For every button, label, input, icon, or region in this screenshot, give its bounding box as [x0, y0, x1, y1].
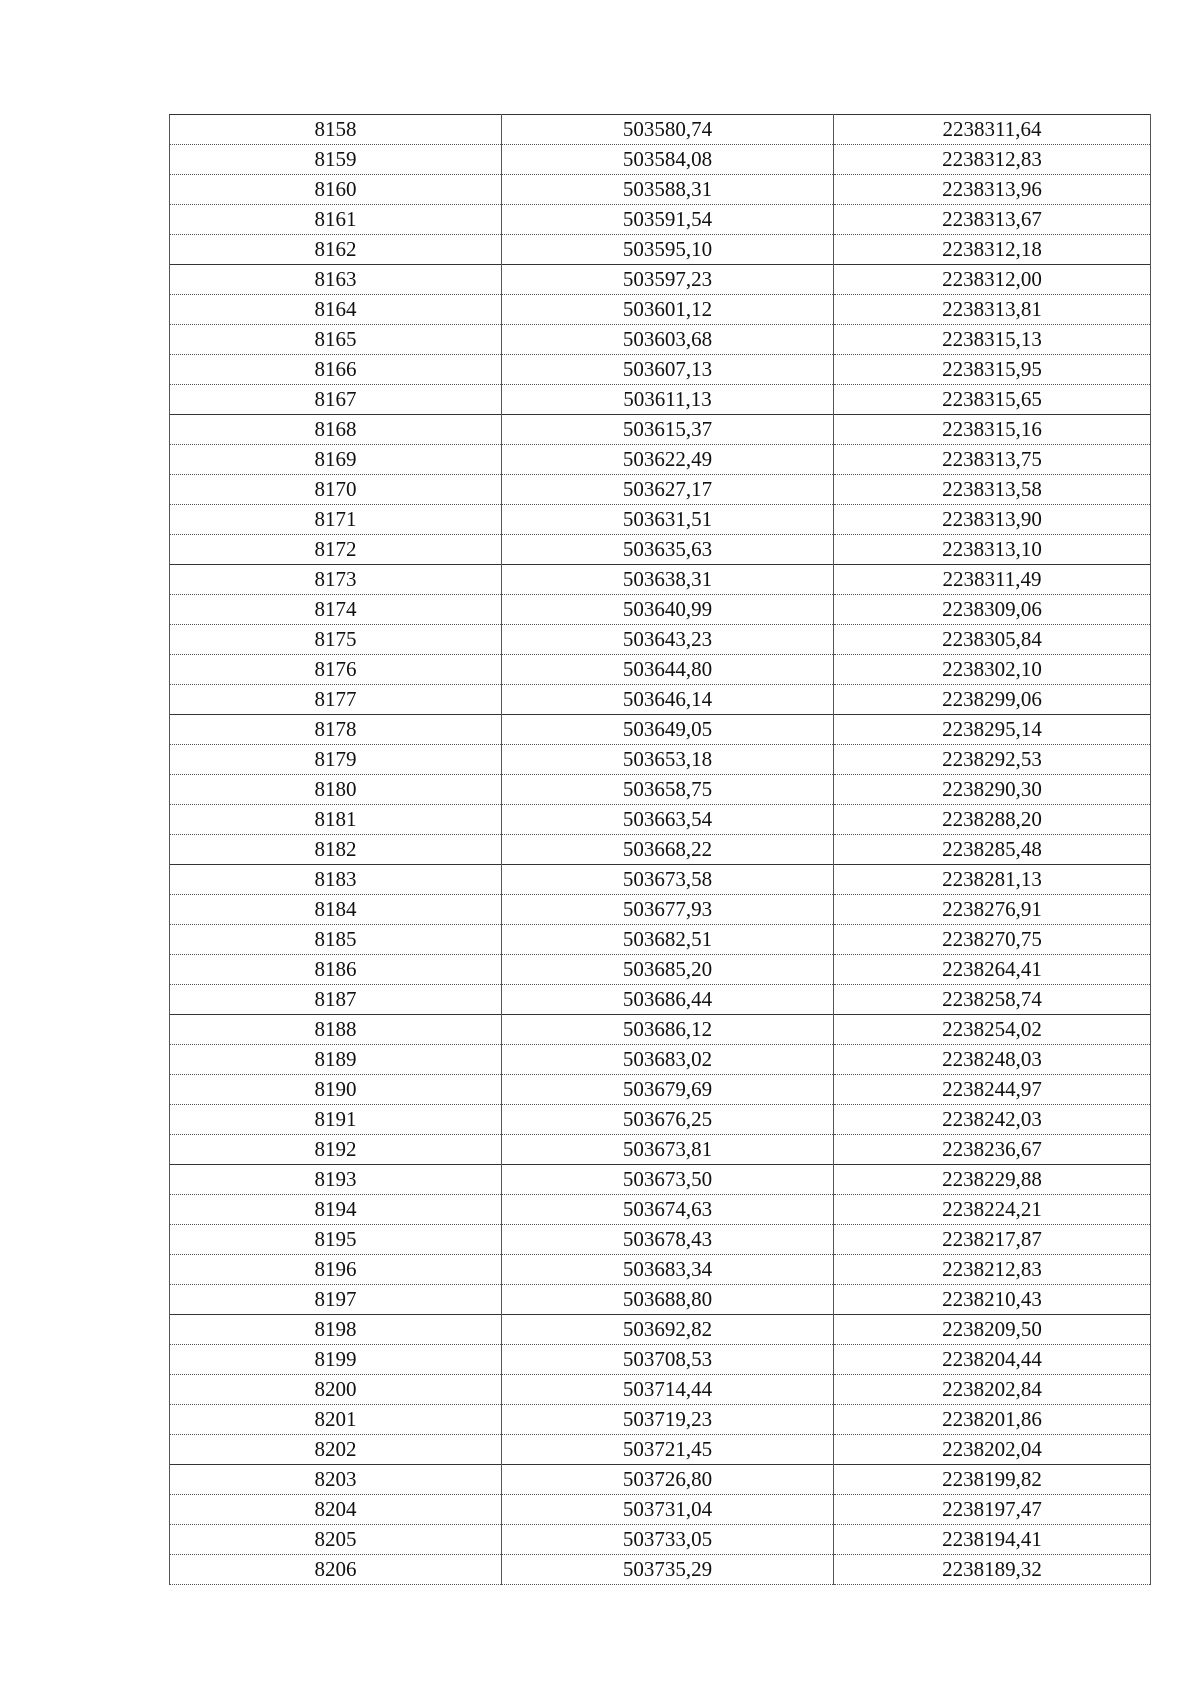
point-number-cell: 8178	[170, 715, 502, 745]
y-coordinate-cell: 2238315,95	[834, 355, 1151, 385]
y-coordinate-cell: 2238315,16	[834, 415, 1151, 445]
y-coordinate-cell: 2238264,41	[834, 955, 1151, 985]
table-row	[170, 1405, 1151, 1435]
point-number-cell: 8166	[170, 355, 502, 385]
table-row	[170, 1525, 1151, 1555]
table-row	[170, 1015, 1151, 1045]
point-number-cell: 8169	[170, 445, 502, 475]
point-number-cell: 8159	[170, 145, 502, 175]
x-coordinate-cell: 503595,10	[502, 235, 834, 265]
y-coordinate-cell: 2238302,10	[834, 655, 1151, 685]
point-number-cell: 8187	[170, 985, 502, 1015]
table-row	[170, 565, 1151, 595]
point-number-cell: 8180	[170, 775, 502, 805]
point-number-cell: 8164	[170, 295, 502, 325]
point-number-cell: 8200	[170, 1375, 502, 1405]
x-coordinate-cell: 503663,54	[502, 805, 834, 835]
table-row	[170, 475, 1151, 505]
x-coordinate-cell: 503719,23	[502, 1405, 834, 1435]
table-row	[170, 1495, 1151, 1525]
point-number-cell: 8186	[170, 955, 502, 985]
y-coordinate-cell: 2238313,96	[834, 175, 1151, 205]
table-row	[170, 805, 1151, 835]
y-coordinate-cell: 2238281,13	[834, 865, 1151, 895]
x-coordinate-cell: 503601,12	[502, 295, 834, 325]
table-row	[170, 685, 1151, 715]
table-row	[170, 895, 1151, 925]
x-coordinate-cell: 503679,69	[502, 1075, 834, 1105]
y-coordinate-cell: 2238194,41	[834, 1525, 1151, 1555]
y-coordinate-cell: 2238276,91	[834, 895, 1151, 925]
point-number-cell: 8160	[170, 175, 502, 205]
x-coordinate-cell: 503597,23	[502, 265, 834, 295]
table-row	[170, 1045, 1151, 1075]
x-coordinate-cell: 503653,18	[502, 745, 834, 775]
x-coordinate-cell: 503591,54	[502, 205, 834, 235]
x-coordinate-cell: 503644,80	[502, 655, 834, 685]
x-coordinate-cell: 503673,81	[502, 1135, 834, 1165]
y-coordinate-cell: 2238312,18	[834, 235, 1151, 265]
x-coordinate-cell: 503733,05	[502, 1525, 834, 1555]
coordinates-table-body	[170, 115, 1151, 1585]
x-coordinate-cell: 503603,68	[502, 325, 834, 355]
point-number-cell: 8206	[170, 1555, 502, 1585]
y-coordinate-cell: 2238201,86	[834, 1405, 1151, 1435]
x-coordinate-cell: 503726,80	[502, 1465, 834, 1495]
x-coordinate-cell: 503686,12	[502, 1015, 834, 1045]
point-number-cell: 8165	[170, 325, 502, 355]
point-number-cell: 8182	[170, 835, 502, 865]
x-coordinate-cell: 503714,44	[502, 1375, 834, 1405]
table-row	[170, 1255, 1151, 1285]
y-coordinate-cell: 2238315,13	[834, 325, 1151, 355]
point-number-cell: 8163	[170, 265, 502, 295]
y-coordinate-cell: 2238305,84	[834, 625, 1151, 655]
point-number-cell: 8175	[170, 625, 502, 655]
table-row	[170, 1135, 1151, 1165]
point-number-cell: 8177	[170, 685, 502, 715]
y-coordinate-cell: 2238197,47	[834, 1495, 1151, 1525]
point-number-cell: 8173	[170, 565, 502, 595]
point-number-cell: 8181	[170, 805, 502, 835]
y-coordinate-cell: 2238313,81	[834, 295, 1151, 325]
table-row	[170, 445, 1151, 475]
table-row	[170, 715, 1151, 745]
x-coordinate-cell: 503708,53	[502, 1345, 834, 1375]
table-row	[170, 925, 1151, 955]
x-coordinate-cell: 503611,13	[502, 385, 834, 415]
y-coordinate-cell: 2238313,67	[834, 205, 1151, 235]
x-coordinate-cell: 503686,44	[502, 985, 834, 1015]
point-number-cell: 8183	[170, 865, 502, 895]
y-coordinate-cell: 2238313,10	[834, 535, 1151, 565]
x-coordinate-cell: 503631,51	[502, 505, 834, 535]
x-coordinate-cell: 503658,75	[502, 775, 834, 805]
point-number-cell: 8196	[170, 1255, 502, 1285]
coordinates-table	[169, 114, 1151, 1585]
y-coordinate-cell: 2238212,83	[834, 1255, 1151, 1285]
y-coordinate-cell: 2238270,75	[834, 925, 1151, 955]
point-number-cell: 8192	[170, 1135, 502, 1165]
table-row	[170, 1315, 1151, 1345]
table-row	[170, 1465, 1151, 1495]
table-row	[170, 835, 1151, 865]
y-coordinate-cell: 2238288,20	[834, 805, 1151, 835]
table-row	[170, 775, 1151, 805]
y-coordinate-cell: 2238209,50	[834, 1315, 1151, 1345]
y-coordinate-cell: 2238311,49	[834, 565, 1151, 595]
x-coordinate-cell: 503638,31	[502, 565, 834, 595]
x-coordinate-cell: 503683,34	[502, 1255, 834, 1285]
x-coordinate-cell: 503735,29	[502, 1555, 834, 1585]
table-row	[170, 265, 1151, 295]
table-row	[170, 235, 1151, 265]
point-number-cell: 8190	[170, 1075, 502, 1105]
y-coordinate-cell: 2238311,64	[834, 115, 1151, 145]
x-coordinate-cell: 503674,63	[502, 1195, 834, 1225]
point-number-cell: 8162	[170, 235, 502, 265]
x-coordinate-cell: 503580,74	[502, 115, 834, 145]
point-number-cell: 8197	[170, 1285, 502, 1315]
table-row	[170, 1375, 1151, 1405]
point-number-cell: 8202	[170, 1435, 502, 1465]
point-number-cell: 8188	[170, 1015, 502, 1045]
point-number-cell: 8170	[170, 475, 502, 505]
point-number-cell: 8189	[170, 1045, 502, 1075]
point-number-cell: 8179	[170, 745, 502, 775]
y-coordinate-cell: 2238204,44	[834, 1345, 1151, 1375]
x-coordinate-cell: 503622,49	[502, 445, 834, 475]
table-row	[170, 385, 1151, 415]
y-coordinate-cell: 2238244,97	[834, 1075, 1151, 1105]
x-coordinate-cell: 503673,58	[502, 865, 834, 895]
point-number-cell: 8199	[170, 1345, 502, 1375]
point-number-cell: 8168	[170, 415, 502, 445]
point-number-cell: 8204	[170, 1495, 502, 1525]
table-row	[170, 985, 1151, 1015]
point-number-cell: 8158	[170, 115, 502, 145]
y-coordinate-cell: 2238292,53	[834, 745, 1151, 775]
x-coordinate-cell: 503682,51	[502, 925, 834, 955]
point-number-cell: 8161	[170, 205, 502, 235]
table-row	[170, 1345, 1151, 1375]
table-row	[170, 295, 1151, 325]
y-coordinate-cell: 2238315,65	[834, 385, 1151, 415]
table-row	[170, 745, 1151, 775]
table-row	[170, 1225, 1151, 1255]
x-coordinate-cell: 503643,23	[502, 625, 834, 655]
x-coordinate-cell: 503688,80	[502, 1285, 834, 1315]
point-number-cell: 8184	[170, 895, 502, 925]
y-coordinate-cell: 2238295,14	[834, 715, 1151, 745]
y-coordinate-cell: 2238210,43	[834, 1285, 1151, 1315]
x-coordinate-cell: 503649,05	[502, 715, 834, 745]
x-coordinate-cell: 503731,04	[502, 1495, 834, 1525]
x-coordinate-cell: 503677,93	[502, 895, 834, 925]
y-coordinate-cell: 2238229,88	[834, 1165, 1151, 1195]
point-number-cell: 8194	[170, 1195, 502, 1225]
table-row	[170, 175, 1151, 205]
point-number-cell: 8198	[170, 1315, 502, 1345]
x-coordinate-cell: 503673,50	[502, 1165, 834, 1195]
y-coordinate-cell: 2238242,03	[834, 1105, 1151, 1135]
point-number-cell: 8201	[170, 1405, 502, 1435]
table-row	[170, 505, 1151, 535]
x-coordinate-cell: 503635,63	[502, 535, 834, 565]
x-coordinate-cell: 503627,17	[502, 475, 834, 505]
table-row	[170, 595, 1151, 625]
x-coordinate-cell: 503640,99	[502, 595, 834, 625]
point-number-cell: 8167	[170, 385, 502, 415]
y-coordinate-cell: 2238248,03	[834, 1045, 1151, 1075]
x-coordinate-cell: 503646,14	[502, 685, 834, 715]
y-coordinate-cell: 2238309,06	[834, 595, 1151, 625]
table-row	[170, 1555, 1151, 1585]
point-number-cell: 8185	[170, 925, 502, 955]
x-coordinate-cell: 503685,20	[502, 955, 834, 985]
x-coordinate-cell: 503615,37	[502, 415, 834, 445]
y-coordinate-cell: 2238217,87	[834, 1225, 1151, 1255]
table-row	[170, 1075, 1151, 1105]
y-coordinate-cell: 2238189,32	[834, 1555, 1151, 1585]
point-number-cell: 8191	[170, 1105, 502, 1135]
point-number-cell: 8172	[170, 535, 502, 565]
x-coordinate-cell: 503683,02	[502, 1045, 834, 1075]
table-row	[170, 1165, 1151, 1195]
x-coordinate-cell: 503678,43	[502, 1225, 834, 1255]
table-row	[170, 1435, 1151, 1465]
table-row	[170, 655, 1151, 685]
table-row	[170, 355, 1151, 385]
y-coordinate-cell: 2238202,04	[834, 1435, 1151, 1465]
table-row	[170, 625, 1151, 655]
y-coordinate-cell: 2238199,82	[834, 1465, 1151, 1495]
point-number-cell: 8171	[170, 505, 502, 535]
table-row	[170, 1105, 1151, 1135]
y-coordinate-cell: 2238254,02	[834, 1015, 1151, 1045]
y-coordinate-cell: 2238202,84	[834, 1375, 1151, 1405]
y-coordinate-cell: 2238285,48	[834, 835, 1151, 865]
y-coordinate-cell: 2238236,67	[834, 1135, 1151, 1165]
table-row	[170, 1195, 1151, 1225]
y-coordinate-cell: 2238312,00	[834, 265, 1151, 295]
x-coordinate-cell: 503584,08	[502, 145, 834, 175]
y-coordinate-cell: 2238313,58	[834, 475, 1151, 505]
y-coordinate-cell: 2238313,90	[834, 505, 1151, 535]
x-coordinate-cell: 503668,22	[502, 835, 834, 865]
table-row	[170, 415, 1151, 445]
y-coordinate-cell: 2238258,74	[834, 985, 1151, 1015]
y-coordinate-cell: 2238313,75	[834, 445, 1151, 475]
table-row	[170, 115, 1151, 145]
point-number-cell: 8193	[170, 1165, 502, 1195]
point-number-cell: 8203	[170, 1465, 502, 1495]
y-coordinate-cell: 2238312,83	[834, 145, 1151, 175]
y-coordinate-cell: 2238299,06	[834, 685, 1151, 715]
table-row	[170, 1285, 1151, 1315]
x-coordinate-cell: 503607,13	[502, 355, 834, 385]
point-number-cell: 8176	[170, 655, 502, 685]
y-coordinate-cell: 2238224,21	[834, 1195, 1151, 1225]
table-row	[170, 955, 1151, 985]
table-row	[170, 535, 1151, 565]
table-row	[170, 145, 1151, 175]
x-coordinate-cell: 503692,82	[502, 1315, 834, 1345]
table-row	[170, 865, 1151, 895]
point-number-cell: 8174	[170, 595, 502, 625]
x-coordinate-cell: 503676,25	[502, 1105, 834, 1135]
x-coordinate-cell: 503588,31	[502, 175, 834, 205]
point-number-cell: 8205	[170, 1525, 502, 1555]
table-row	[170, 325, 1151, 355]
x-coordinate-cell: 503721,45	[502, 1435, 834, 1465]
y-coordinate-cell: 2238290,30	[834, 775, 1151, 805]
point-number-cell: 8195	[170, 1225, 502, 1255]
table-row	[170, 205, 1151, 235]
